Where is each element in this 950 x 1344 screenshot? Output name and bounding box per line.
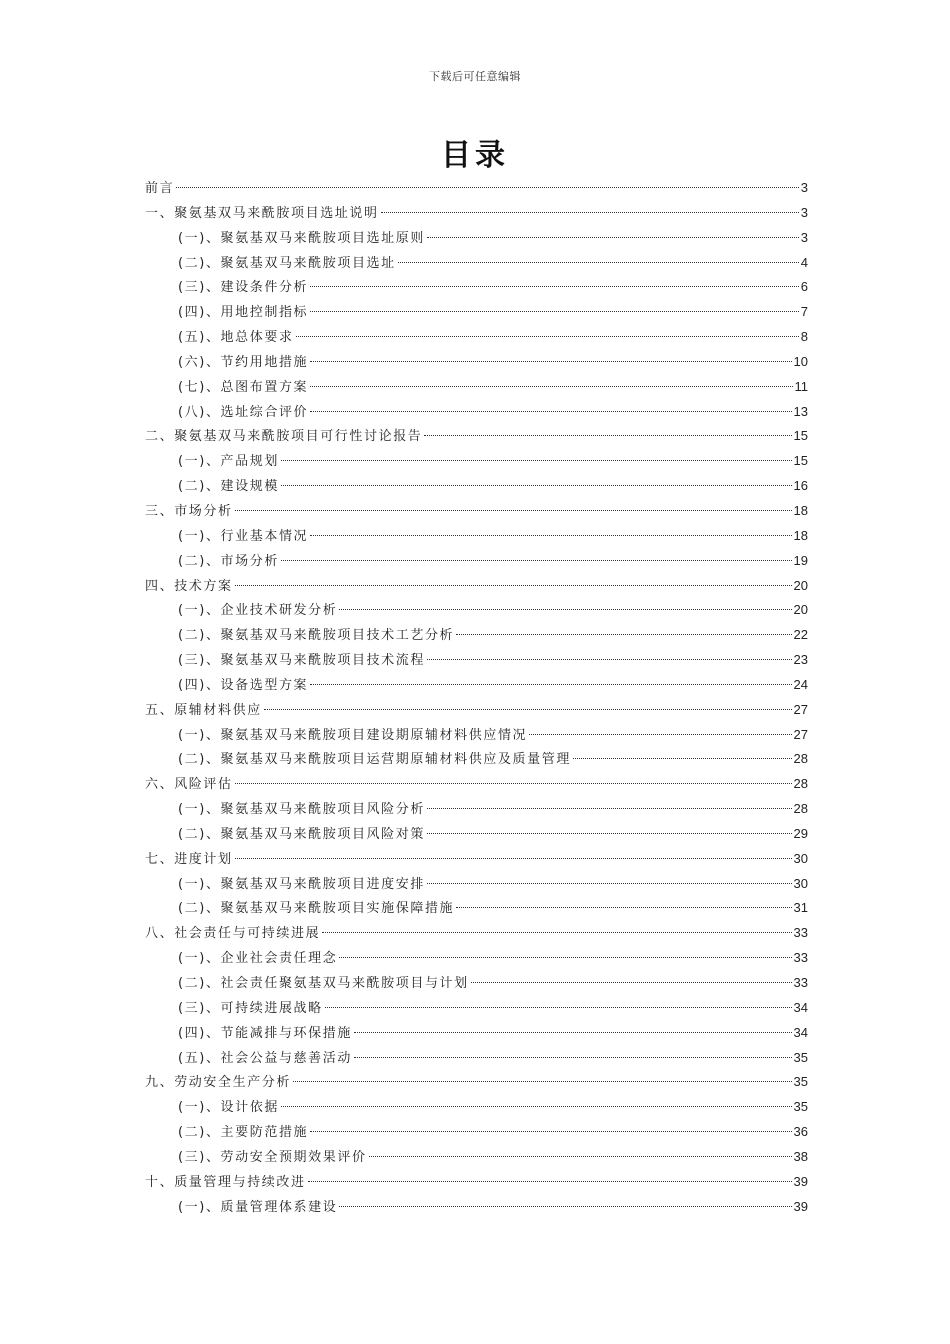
toc-page-number: 29 bbox=[793, 825, 808, 841]
toc-dot-leader bbox=[381, 212, 799, 213]
toc-entry-text: (一)、企业技术研发分析 bbox=[178, 603, 338, 619]
toc-entry-text: (二)、社会责任聚氨基双马来酰胺项目与计划 bbox=[178, 976, 469, 991]
toc-entry-text: (七)、总图布置方案 bbox=[178, 379, 309, 395]
toc-page-number: 28 bbox=[793, 801, 808, 817]
toc-entry[interactable] bbox=[145, 402, 808, 427]
toc-entry-text: 八、社会责任与可持续进展 bbox=[145, 926, 321, 942]
toc-entry[interactable] bbox=[145, 1048, 808, 1073]
toc-page-number: 35 bbox=[793, 1099, 808, 1115]
toc-dot-leader bbox=[471, 982, 792, 983]
toc-entry-text: 三、市场分析 bbox=[145, 503, 233, 519]
toc-dot-leader bbox=[310, 535, 791, 536]
toc-page-number: 28 bbox=[793, 776, 808, 792]
toc-dot-leader bbox=[339, 609, 791, 610]
toc-entry-text: (四)、设备选型方案 bbox=[178, 677, 309, 693]
toc-dot-leader bbox=[427, 883, 792, 884]
toc-dot-leader bbox=[573, 758, 792, 759]
toc-entry-text: (一)、产品规划 bbox=[178, 454, 279, 470]
toc-page-number: 3 bbox=[800, 180, 808, 195]
toc-page-number: 34 bbox=[793, 1024, 808, 1040]
toc-entry-text: (一)、聚氨基双马来酰胺项目进度安排 bbox=[178, 876, 425, 892]
table-of-contents bbox=[145, 178, 808, 1221]
toc-dot-leader bbox=[310, 361, 791, 362]
toc-dot-leader bbox=[339, 1206, 791, 1207]
toc-entry[interactable] bbox=[145, 277, 808, 302]
toc-entry[interactable] bbox=[145, 923, 808, 948]
toc-page-number: 33 bbox=[793, 975, 808, 990]
toc-entry[interactable] bbox=[145, 1023, 808, 1048]
toc-entry-text: (五)、社会公益与慈善活动 bbox=[178, 1050, 352, 1066]
toc-page-number: 7 bbox=[800, 304, 808, 320]
toc-dot-leader bbox=[529, 734, 791, 735]
toc-page-number: 30 bbox=[793, 850, 808, 866]
header-note: 下载后可任意编辑 bbox=[429, 70, 521, 83]
toc-page-number: 19 bbox=[793, 552, 808, 568]
toc-entry-text: 一、聚氨基双马来酰胺项目选址说明 bbox=[145, 205, 379, 221]
toc-entry[interactable] bbox=[145, 948, 808, 973]
toc-entry-text: (二)、市场分析 bbox=[178, 553, 279, 569]
toc-page-number: 39 bbox=[793, 1173, 808, 1189]
toc-page-number: 33 bbox=[793, 950, 808, 966]
toc-entry-text: (一)、聚氨基双马来酰胺项目建设期原辅材料供应情况 bbox=[178, 727, 528, 743]
toc-dot-leader bbox=[310, 684, 791, 685]
toc-entry[interactable] bbox=[145, 1097, 808, 1122]
toc-entry[interactable] bbox=[145, 551, 808, 576]
toc-page-number: 33 bbox=[793, 925, 808, 941]
toc-entry-text: (五)、地总体要求 bbox=[178, 330, 294, 346]
toc-dot-leader bbox=[325, 1007, 792, 1008]
toc-entry[interactable] bbox=[145, 998, 808, 1023]
toc-entry[interactable] bbox=[145, 203, 808, 228]
toc-page-number: 39 bbox=[793, 1198, 808, 1214]
toc-entry-text: (二)、聚氨基双马来酰胺项目风险对策 bbox=[178, 826, 425, 842]
toc-page-number: 3 bbox=[800, 204, 808, 220]
toc-entry-text: 七、进度计划 bbox=[145, 851, 233, 867]
toc-entry[interactable] bbox=[145, 973, 808, 998]
toc-entry-text: (二)、聚氨基双马来酰胺项目技术工艺分析 bbox=[178, 628, 455, 644]
toc-page-number: 35 bbox=[793, 1049, 808, 1065]
toc-entry-text: (三)、可持续进展战略 bbox=[178, 1000, 323, 1016]
toc-page-number: 15 bbox=[793, 428, 808, 444]
toc-entry[interactable] bbox=[145, 600, 808, 625]
toc-entry-text: (四)、节能减排与环保措施 bbox=[178, 1025, 352, 1041]
toc-page-number: 8 bbox=[800, 329, 808, 345]
toc-entry[interactable] bbox=[145, 526, 808, 551]
toc-entry[interactable] bbox=[145, 824, 808, 849]
toc-dot-leader bbox=[281, 1106, 792, 1107]
toc-page-number: 28 bbox=[793, 751, 808, 767]
toc-entry[interactable] bbox=[145, 849, 808, 874]
toc-page-number: 31 bbox=[793, 900, 808, 916]
toc-entry-text: 五、原辅材料供应 bbox=[145, 702, 262, 718]
toc-page-number: 35 bbox=[793, 1074, 808, 1090]
toc-dot-leader bbox=[310, 1131, 791, 1132]
toc-dot-leader bbox=[339, 957, 791, 958]
toc-dot-leader bbox=[427, 237, 799, 238]
toc-dot-leader bbox=[235, 585, 792, 586]
toc-entry-text: (二)、聚氨基双马来酰胺项目实施保障措施 bbox=[178, 901, 455, 917]
toc-entry[interactable] bbox=[145, 898, 808, 923]
toc-entry[interactable] bbox=[145, 501, 808, 526]
toc-entry[interactable] bbox=[145, 1122, 808, 1147]
toc-dot-leader bbox=[369, 1156, 792, 1157]
toc-dot-leader bbox=[281, 460, 792, 461]
toc-page-number: 38 bbox=[793, 1148, 808, 1164]
toc-dot-leader bbox=[310, 311, 799, 312]
toc-entry-text: (一)、企业社会责任理念 bbox=[178, 951, 338, 967]
toc-dot-leader bbox=[427, 833, 792, 834]
toc-entry-text: (三)、聚氨基双马来酰胺项目技术流程 bbox=[178, 653, 425, 669]
toc-page-number: 18 bbox=[793, 502, 808, 518]
toc-entry-text: (三)、劳动安全预期效果评价 bbox=[178, 1149, 367, 1165]
toc-entry[interactable] bbox=[145, 700, 808, 725]
toc-entry-text: (一)、设计依据 bbox=[178, 1100, 279, 1116]
toc-entry-text: (六)、节约用地措施 bbox=[178, 354, 309, 370]
toc-entry[interactable] bbox=[145, 426, 808, 451]
toc-entry-text: (一)、聚氨基双马来酰胺项目风险分析 bbox=[178, 802, 425, 818]
toc-entry-text: (一)、行业基本情况 bbox=[178, 528, 309, 544]
toc-page-number: 20 bbox=[793, 577, 808, 593]
toc-page-number: 20 bbox=[793, 602, 808, 618]
toc-entry[interactable] bbox=[145, 799, 808, 824]
toc-entry[interactable] bbox=[145, 675, 808, 700]
toc-page-number: 23 bbox=[793, 652, 808, 668]
toc-entry-text: 二、聚氨基双马来酰胺项目可行性讨论报告 bbox=[145, 429, 423, 445]
toc-entry-text: 四、技术方案 bbox=[145, 578, 233, 594]
toc-page-number: 34 bbox=[793, 999, 808, 1015]
toc-dot-leader bbox=[424, 435, 791, 436]
toc-page-number: 30 bbox=[793, 875, 808, 891]
toc-entry-text: 前言 bbox=[145, 181, 175, 196]
toc-dot-leader bbox=[281, 560, 792, 561]
toc-entry[interactable] bbox=[145, 1172, 808, 1197]
toc-dot-leader bbox=[235, 858, 792, 859]
toc-entry[interactable] bbox=[145, 352, 808, 377]
toc-entry[interactable] bbox=[145, 725, 808, 750]
toc-page-number: 16 bbox=[793, 478, 808, 494]
toc-entry[interactable] bbox=[145, 1147, 808, 1172]
toc-entry[interactable] bbox=[145, 1072, 808, 1097]
toc-dot-leader bbox=[322, 932, 791, 933]
toc-dot-leader bbox=[354, 1057, 792, 1058]
toc-page-number: 11 bbox=[794, 378, 808, 394]
toc-entry[interactable] bbox=[145, 327, 808, 352]
toc-dot-leader bbox=[235, 783, 792, 784]
toc-entry-text: (二)、主要防范措施 bbox=[178, 1125, 309, 1141]
toc-page-number: 15 bbox=[793, 453, 808, 469]
toc-page-number: 18 bbox=[793, 527, 808, 543]
toc-dot-leader bbox=[456, 907, 791, 908]
toc-dot-leader bbox=[296, 336, 799, 337]
toc-dot-leader bbox=[308, 1181, 792, 1182]
toc-dot-leader bbox=[310, 411, 791, 412]
toc-page-number: 3 bbox=[800, 229, 808, 245]
toc-entry[interactable] bbox=[145, 749, 808, 774]
toc-dot-leader bbox=[281, 485, 792, 486]
toc-entry-text: (四)、用地控制指标 bbox=[178, 305, 309, 321]
toc-entry-text: (一)、聚氨基双马来酰胺项目选址原则 bbox=[178, 230, 425, 246]
toc-page-number: 22 bbox=[793, 627, 808, 643]
toc-entry-text: (八)、选址综合评价 bbox=[178, 404, 309, 420]
toc-entry[interactable] bbox=[145, 625, 808, 650]
toc-entry-text: 六、风险评估 bbox=[145, 777, 233, 793]
toc-entry[interactable] bbox=[145, 650, 808, 675]
toc-entry-text: (一)、质量管理体系建设 bbox=[178, 1199, 338, 1215]
toc-page-number: 36 bbox=[793, 1124, 808, 1140]
toc-entry[interactable] bbox=[145, 178, 808, 203]
toc-entry[interactable] bbox=[145, 1197, 808, 1222]
toc-dot-leader bbox=[427, 659, 792, 660]
toc-dot-leader bbox=[293, 1081, 792, 1082]
toc-entry[interactable] bbox=[145, 302, 808, 327]
toc-dot-leader bbox=[310, 386, 792, 387]
toc-dot-leader bbox=[427, 808, 792, 809]
toc-dot-leader bbox=[354, 1032, 792, 1033]
toc-dot-leader bbox=[235, 510, 792, 511]
toc-entry-text: 九、劳动安全生产分析 bbox=[145, 1075, 292, 1091]
toc-entry[interactable] bbox=[145, 576, 808, 601]
toc-page-number: 10 bbox=[793, 353, 808, 369]
toc-entry-text: 十、质量管理与持续改进 bbox=[145, 1174, 306, 1190]
toc-entry[interactable] bbox=[145, 451, 808, 476]
toc-entry[interactable] bbox=[145, 253, 808, 278]
toc-entry[interactable] bbox=[145, 228, 808, 253]
toc-page-number: 27 bbox=[793, 726, 808, 742]
toc-page-number: 6 bbox=[800, 279, 808, 295]
toc-dot-leader bbox=[176, 187, 799, 188]
toc-entry-text: (二)、建设规模 bbox=[178, 479, 279, 495]
toc-title: 目录 bbox=[441, 138, 509, 173]
toc-entry-text: (二)、聚氨基双马来酰胺项目选址 bbox=[178, 255, 396, 271]
toc-entry[interactable] bbox=[145, 476, 808, 501]
toc-entry[interactable] bbox=[145, 377, 808, 402]
toc-entry-text: (三)、建设条件分析 bbox=[178, 280, 309, 296]
toc-page-number: 24 bbox=[793, 676, 808, 692]
toc-page-number: 13 bbox=[793, 403, 808, 419]
toc-dot-leader bbox=[456, 634, 791, 635]
toc-page-number: 4 bbox=[800, 254, 808, 270]
toc-entry-text: (二)、聚氨基双马来酰胺项目运营期原辅材料供应及质量管理 bbox=[178, 752, 571, 768]
toc-dot-leader bbox=[310, 286, 799, 287]
toc-dot-leader bbox=[398, 262, 799, 263]
toc-dot-leader bbox=[264, 709, 792, 710]
toc-page-number: 27 bbox=[793, 701, 808, 717]
toc-entry[interactable] bbox=[145, 874, 808, 899]
toc-entry[interactable] bbox=[145, 774, 808, 799]
